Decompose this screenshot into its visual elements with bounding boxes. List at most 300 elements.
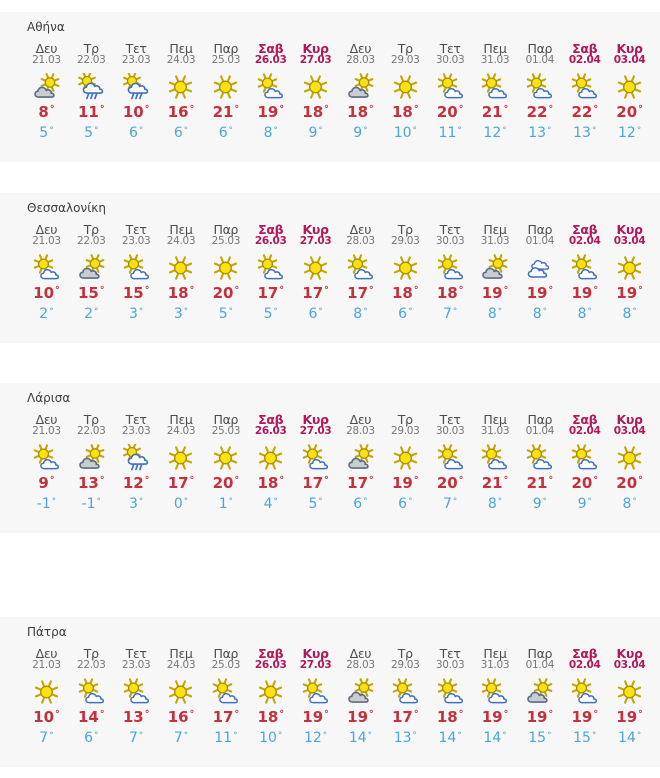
degree-symbol: ° — [324, 475, 329, 487]
degree-symbol: ° — [189, 709, 195, 721]
day-name: Παρ — [213, 41, 239, 57]
day-date: 28.03 — [346, 659, 375, 672]
sun-cloud-icon — [301, 678, 330, 706]
day-name: Τετ — [439, 646, 461, 662]
day-date: 23.03 — [121, 235, 151, 248]
high-temperature: 18° — [167, 283, 195, 302]
degree-symbol: ° — [228, 125, 233, 136]
low-temperature: 12° — [483, 125, 507, 142]
weather-icon-box — [77, 72, 106, 102]
forecast-day-column[interactable] — [24, 223, 69, 322]
weather-icon-box — [32, 253, 61, 283]
weather-icon-box — [256, 253, 285, 283]
day-name: Δευ — [35, 222, 58, 238]
high-temperature: 19° — [257, 102, 284, 121]
forecast-day-column[interactable] — [293, 413, 338, 512]
day-date: 29.03 — [390, 54, 420, 67]
low-temperature: 8° — [622, 496, 637, 513]
degree-symbol: ° — [503, 104, 509, 116]
weather-icon-box — [122, 253, 151, 283]
forecast-day-column[interactable] — [69, 647, 114, 746]
weather-icon-box — [480, 253, 509, 283]
degree-symbol: ° — [99, 285, 105, 297]
high-temperature: 19° — [526, 707, 554, 726]
degree-symbol: ° — [49, 475, 55, 487]
cloud-sun-icon — [346, 444, 375, 472]
forecast-day-column[interactable] — [383, 223, 428, 322]
day-date: 01.04 — [525, 235, 555, 248]
low-temperature: 10° — [393, 125, 417, 142]
day-date: 02.04 — [568, 425, 601, 438]
day-date: 02.04 — [568, 54, 601, 67]
city-name: Θεσσαλονίκη — [27, 201, 106, 215]
day-name: Πεμ — [483, 412, 507, 428]
high-temperature: 17° — [302, 473, 329, 492]
day-name: Παρ — [527, 646, 553, 662]
low-temperature: 11° — [214, 730, 238, 747]
day-name: Σαβ — [258, 412, 284, 428]
sun-icon — [301, 254, 330, 282]
day-name: Τρ — [83, 41, 99, 57]
high-temperature: 18° — [302, 102, 329, 121]
weather-icon-box — [525, 677, 554, 707]
day-date: 26.03 — [254, 235, 287, 248]
forecast-day-column[interactable] — [338, 647, 383, 746]
sun-cloud-icon — [436, 73, 465, 101]
forecast-day-column[interactable] — [517, 42, 562, 141]
day-date: 26.03 — [254, 54, 287, 67]
forecast-day-column[interactable] — [473, 223, 518, 322]
weather-icon-box — [570, 72, 599, 102]
day-date: 24.03 — [166, 54, 196, 67]
day-date: 03.04 — [613, 235, 646, 248]
low-temperature: 3° — [129, 496, 144, 513]
high-temperature: 22° — [526, 102, 554, 121]
weather-icon-box — [256, 72, 285, 102]
high-temperature: 21° — [481, 102, 509, 121]
day-name: Σαβ — [572, 646, 598, 662]
forecast-grid — [24, 413, 652, 512]
forecast-day-column[interactable] — [248, 42, 293, 141]
day-name: Σαβ — [258, 646, 284, 662]
forecast-day-column[interactable] — [562, 42, 607, 141]
degree-symbol: ° — [144, 475, 150, 487]
weather-icon-box — [391, 72, 420, 102]
forecast-grid — [24, 42, 652, 141]
cloud-sun-icon — [77, 254, 106, 282]
forecast-day-column[interactable] — [562, 223, 607, 322]
degree-symbol: ° — [183, 125, 189, 136]
low-temperature: 6° — [129, 125, 144, 142]
degree-symbol: ° — [638, 475, 643, 487]
forecast-day-column[interactable] — [428, 647, 473, 746]
high-temperature: 18° — [436, 707, 464, 726]
degree-symbol: ° — [99, 475, 105, 487]
low-temperature: 12° — [617, 125, 642, 142]
degree-symbol: ° — [413, 709, 419, 721]
weather-icon-box — [436, 72, 465, 102]
forecast-day-column[interactable] — [159, 413, 204, 512]
forecast-day-column[interactable] — [383, 647, 428, 746]
forecast-day-column[interactable] — [428, 223, 473, 322]
forecast-day-column[interactable] — [428, 42, 473, 141]
high-temperature: 20° — [571, 473, 598, 492]
high-temperature: 20° — [616, 102, 643, 121]
forecast-day-column[interactable] — [24, 413, 69, 512]
low-temperature: 9° — [353, 125, 368, 142]
day-date: 28.03 — [346, 425, 375, 438]
day-name: Τρ — [397, 222, 413, 238]
degree-symbol: ° — [458, 709, 464, 721]
day-date: 31.03 — [480, 235, 510, 248]
forecast-day-column[interactable] — [248, 223, 293, 322]
forecast-day-column[interactable] — [562, 647, 607, 746]
city-forecast-card — [0, 12, 660, 162]
forecast-day-column[interactable] — [203, 413, 248, 512]
degree-symbol: ° — [547, 730, 552, 741]
weather-icon-box — [436, 253, 465, 283]
day-date: 02.04 — [568, 235, 601, 248]
low-temperature: 3° — [173, 306, 189, 323]
degree-symbol: ° — [369, 104, 374, 116]
high-temperature: 13° — [78, 473, 105, 492]
weather-icon-box — [301, 443, 330, 473]
day-date: 21.03 — [32, 659, 61, 672]
weather-icon-box — [77, 677, 106, 707]
weather-icon-box — [525, 72, 554, 102]
city-forecast-card — [0, 617, 660, 767]
degree-symbol: ° — [593, 285, 598, 297]
sun-icon — [211, 73, 240, 101]
weather-icon-box — [122, 72, 151, 102]
high-temperature: 10° — [33, 707, 60, 726]
forecast-grid — [24, 223, 652, 322]
low-temperature: 15° — [528, 730, 552, 747]
forecast-day-column[interactable] — [473, 413, 518, 512]
weather-icon-box — [525, 443, 554, 473]
forecast-day-column[interactable] — [562, 413, 607, 512]
high-temperature: 8° — [38, 102, 55, 121]
sun-cloud-icon — [122, 678, 151, 706]
forecast-day-column[interactable] — [159, 647, 204, 746]
forecast-day-column[interactable] — [203, 223, 248, 322]
low-temperature: 7° — [173, 730, 189, 747]
cloud-sun-icon — [480, 254, 509, 282]
degree-symbol: ° — [587, 306, 592, 317]
low-temperature: 2° — [39, 306, 54, 323]
forecast-day-column[interactable] — [338, 42, 383, 141]
degree-symbol: ° — [497, 496, 503, 507]
degree-symbol: ° — [318, 125, 323, 136]
weather-icon-box — [301, 72, 330, 102]
day-name: Τρ — [397, 41, 413, 57]
weather-icon-box — [77, 443, 106, 473]
day-name: Δευ — [349, 41, 372, 57]
day-name: Παρ — [213, 412, 239, 428]
low-temperature: 8° — [263, 125, 278, 142]
degree-symbol: ° — [318, 496, 323, 507]
sun-icon — [615, 254, 644, 282]
day-name: Σαβ — [258, 41, 284, 57]
forecast-day-column[interactable] — [203, 42, 248, 141]
low-temperature: 5° — [308, 496, 323, 513]
day-name: Παρ — [527, 41, 553, 57]
degree-symbol: ° — [49, 730, 54, 741]
forecast-day-column[interactable] — [159, 42, 204, 141]
forecast-day-column[interactable] — [114, 647, 159, 746]
high-temperature: 18° — [347, 102, 374, 121]
day-date: 23.03 — [121, 425, 151, 438]
forecast-day-column[interactable] — [114, 223, 159, 322]
weather-icon-box — [615, 677, 644, 707]
low-temperature: 7° — [443, 306, 458, 323]
forecast-day-column[interactable] — [383, 42, 428, 141]
day-name: Πεμ — [169, 222, 193, 238]
day-name: Σαβ — [572, 222, 598, 238]
degree-symbol: ° — [279, 104, 284, 116]
city-name: Λάρισα — [27, 391, 71, 405]
cloudy-icon — [525, 254, 554, 282]
low-temperature: -1° — [81, 496, 101, 513]
high-temperature: 16° — [167, 707, 195, 726]
forecast-day-column[interactable] — [428, 413, 473, 512]
weather-icon-box — [256, 677, 285, 707]
degree-symbol: ° — [324, 285, 329, 297]
degree-symbol: ° — [548, 285, 554, 297]
degree-symbol: ° — [138, 125, 144, 136]
day-date: 27.03 — [299, 425, 332, 438]
forecast-day-column[interactable] — [338, 223, 383, 322]
weather-icon-box — [166, 443, 195, 473]
high-temperature: 17° — [257, 283, 284, 302]
high-temperature: 18° — [257, 473, 284, 492]
day-name: Τρ — [397, 646, 413, 662]
day-name: Πεμ — [169, 41, 193, 57]
day-date: 30.03 — [435, 54, 465, 67]
weather-icon-box — [166, 253, 195, 283]
weather-icon-box — [391, 677, 420, 707]
high-temperature: 17° — [347, 283, 374, 302]
sun-cloud-icon — [77, 678, 106, 706]
forecast-day-column[interactable] — [114, 42, 159, 141]
high-temperature: 18° — [436, 283, 464, 302]
sun-cloud-icon — [32, 254, 61, 282]
sun-cloud-icon — [570, 254, 599, 282]
low-temperature: 9° — [308, 125, 323, 142]
high-temperature: 17° — [392, 707, 419, 726]
degree-symbol: ° — [458, 475, 464, 487]
high-temperature: 18° — [392, 283, 419, 302]
low-temperature: 5° — [218, 306, 233, 323]
day-name: Τετ — [439, 412, 461, 428]
day-name: Δευ — [35, 646, 58, 662]
high-temperature: 10° — [33, 283, 60, 302]
forecast-day-column[interactable] — [338, 413, 383, 512]
degree-symbol: ° — [503, 285, 509, 297]
sun-cloud-icon — [436, 444, 465, 472]
degree-symbol: ° — [273, 125, 278, 136]
weather-icon-box — [346, 72, 375, 102]
forecast-day-column[interactable] — [159, 223, 204, 322]
low-temperature: 13° — [393, 730, 417, 747]
day-date: 27.03 — [299, 235, 332, 248]
day-name: Σαβ — [572, 41, 598, 57]
sun-cloud-icon — [570, 73, 599, 101]
weather-icon-box — [391, 253, 420, 283]
forecast-day-column[interactable] — [293, 223, 338, 322]
high-temperature: 19° — [526, 283, 554, 302]
day-date: 23.03 — [121, 659, 151, 672]
degree-symbol: ° — [324, 709, 329, 721]
sun-cloud-icon — [301, 444, 330, 472]
weather-icon-box — [436, 443, 465, 473]
degree-symbol: ° — [234, 104, 240, 116]
day-date: 31.03 — [480, 425, 510, 438]
day-date: 01.04 — [525, 54, 555, 67]
degree-symbol: ° — [587, 496, 592, 507]
day-name: Τετ — [125, 222, 147, 238]
forecast-day-column[interactable] — [607, 42, 652, 141]
day-name: Κυρ — [302, 646, 329, 662]
forecast-day-column[interactable] — [473, 42, 518, 141]
day-date: 31.03 — [480, 54, 510, 67]
high-temperature: 18° — [392, 102, 419, 121]
forecast-day-column[interactable] — [293, 42, 338, 141]
degree-symbol: ° — [144, 104, 150, 116]
degree-symbol: ° — [363, 306, 368, 317]
degree-symbol: ° — [144, 285, 150, 297]
degree-symbol: ° — [49, 306, 54, 317]
degree-symbol: ° — [502, 125, 507, 136]
low-temperature: 12° — [303, 730, 328, 747]
low-temperature: 5° — [39, 125, 54, 142]
cloud-sun-icon — [525, 678, 554, 706]
low-temperature: 7° — [129, 730, 144, 747]
degree-symbol: ° — [547, 125, 552, 136]
degree-symbol: ° — [452, 306, 458, 317]
high-temperature: 20° — [212, 283, 240, 302]
forecast-day-column[interactable] — [517, 647, 562, 746]
high-temperature: 16° — [167, 102, 195, 121]
degree-symbol: ° — [369, 475, 374, 487]
weather-icon-box — [166, 72, 195, 102]
weather-icon-box — [436, 677, 465, 707]
forecast-day-column[interactable] — [383, 413, 428, 512]
sun-icon — [391, 73, 420, 101]
degree-symbol: ° — [363, 125, 368, 136]
weather-icon-box — [346, 677, 375, 707]
day-name: Κυρ — [616, 41, 643, 57]
day-date: 22.03 — [76, 425, 106, 438]
low-temperature: 5° — [263, 306, 278, 323]
low-temperature: -1° — [36, 496, 57, 513]
day-name: Πεμ — [483, 41, 507, 57]
forecast-day-column[interactable] — [69, 42, 114, 141]
forecast-day-column[interactable] — [607, 647, 652, 746]
degree-symbol: ° — [458, 104, 464, 116]
rain-sun-icon — [77, 73, 106, 101]
degree-symbol: ° — [367, 730, 372, 741]
forecast-day-column[interactable] — [517, 223, 562, 322]
forecast-day-column[interactable] — [248, 647, 293, 746]
degree-symbol: ° — [138, 730, 144, 741]
degree-symbol: ° — [51, 496, 57, 507]
forecast-day-column[interactable] — [473, 647, 518, 746]
degree-symbol: ° — [632, 306, 637, 317]
degree-symbol: ° — [408, 306, 413, 317]
weather-icon-box — [256, 443, 285, 473]
day-date: 03.04 — [613, 659, 646, 672]
day-date: 21.03 — [32, 425, 61, 438]
weather-icon-box — [32, 72, 61, 102]
sun-cloud-icon — [391, 678, 420, 706]
high-temperature: 15° — [78, 283, 105, 302]
forecast-day-column[interactable] — [607, 413, 652, 512]
weather-icon-box — [570, 253, 599, 283]
degree-symbol: ° — [55, 285, 60, 297]
degree-symbol: ° — [408, 496, 413, 507]
weather-icon-box — [211, 443, 240, 473]
forecast-day-column[interactable] — [24, 42, 69, 141]
sun-icon — [391, 444, 420, 472]
weather-icon-box — [615, 253, 644, 283]
forecast-day-column[interactable] — [24, 647, 69, 746]
weather-icon-box — [77, 253, 106, 283]
low-temperature: 15° — [573, 730, 597, 747]
high-temperature: 13° — [122, 707, 150, 726]
degree-symbol: ° — [49, 104, 55, 116]
forecast-day-column[interactable] — [293, 647, 338, 746]
day-name: Τετ — [125, 41, 147, 57]
forecast-day-column[interactable] — [69, 223, 114, 322]
degree-symbol: ° — [138, 496, 144, 507]
forecast-day-column[interactable] — [248, 413, 293, 512]
forecast-day-column[interactable] — [607, 223, 652, 322]
degree-symbol: ° — [503, 475, 509, 487]
forecast-day-column[interactable] — [203, 647, 248, 746]
degree-symbol: ° — [189, 285, 195, 297]
sun-icon — [391, 254, 420, 282]
degree-symbol: ° — [234, 709, 240, 721]
cloud-sun-icon — [346, 678, 375, 706]
day-name: Δευ — [349, 646, 372, 662]
forecast-day-column[interactable] — [114, 413, 159, 512]
high-temperature: 15° — [122, 283, 150, 302]
day-name: Κυρ — [616, 412, 643, 428]
day-date: 31.03 — [480, 659, 510, 672]
degree-symbol: ° — [99, 104, 105, 116]
sun-cloud-icon — [122, 254, 151, 282]
sun-icon — [301, 73, 330, 101]
forecast-day-column[interactable] — [69, 413, 114, 512]
city-name: Πάτρα — [27, 625, 67, 639]
degree-symbol: ° — [413, 285, 419, 297]
high-temperature: 19° — [571, 283, 598, 302]
degree-symbol: ° — [632, 496, 637, 507]
low-temperature: 3° — [129, 306, 144, 323]
high-temperature: 17° — [212, 707, 240, 726]
sun-cloud-icon — [525, 73, 554, 101]
degree-symbol: ° — [94, 306, 99, 317]
degree-symbol: ° — [228, 306, 233, 317]
forecast-day-column[interactable] — [517, 413, 562, 512]
sun-icon — [211, 254, 240, 282]
day-date: 01.04 — [525, 425, 555, 438]
degree-symbol: ° — [412, 730, 417, 741]
low-temperature: 8° — [487, 306, 503, 323]
low-temperature: 13° — [573, 125, 597, 142]
low-temperature: 6° — [398, 496, 413, 513]
